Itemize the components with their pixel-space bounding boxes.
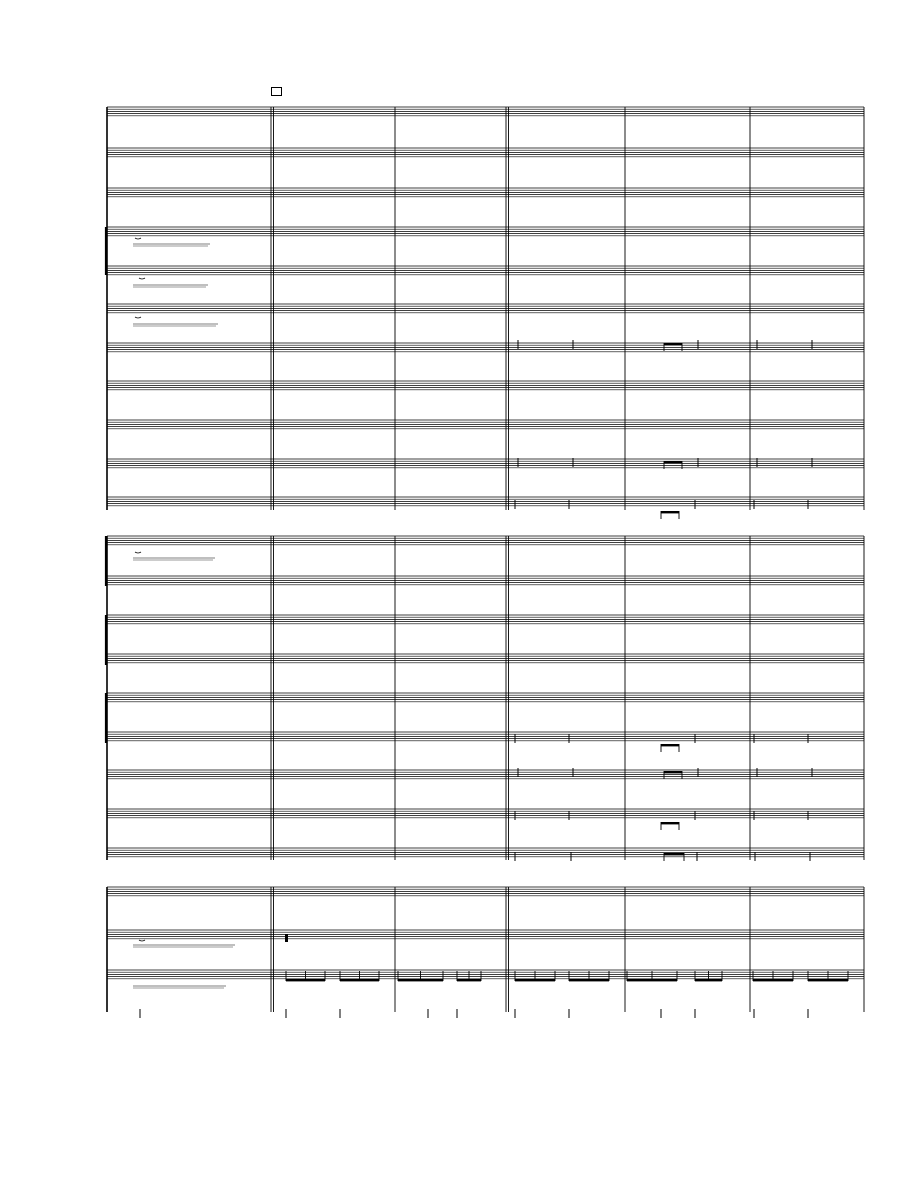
beam-group bbox=[457, 971, 481, 981]
barline bbox=[271, 887, 274, 1012]
beam-group bbox=[569, 971, 609, 981]
beam bbox=[661, 744, 679, 746]
beam-group bbox=[664, 771, 682, 779]
notehead bbox=[285, 934, 288, 942]
beam-group bbox=[695, 971, 722, 981]
beam-group bbox=[661, 822, 679, 830]
beam bbox=[661, 822, 679, 824]
beam bbox=[664, 853, 684, 855]
beam-group bbox=[753, 971, 793, 981]
dynamic-mark bbox=[139, 940, 145, 941]
beam bbox=[664, 461, 682, 463]
beam-group bbox=[286, 971, 325, 981]
beam-group bbox=[627, 971, 677, 981]
beam-group bbox=[398, 971, 443, 981]
dynamic-mark bbox=[135, 317, 141, 318]
score-systems bbox=[106, 107, 864, 1018]
system-3 bbox=[107, 887, 864, 1012]
beam-group bbox=[661, 744, 679, 752]
beam-group bbox=[515, 971, 555, 981]
beam bbox=[661, 511, 679, 513]
instrument-label bbox=[133, 945, 235, 947]
system-2 bbox=[106, 536, 864, 860]
system-1 bbox=[106, 107, 864, 510]
instrument-label bbox=[133, 558, 215, 560]
beam-group bbox=[340, 971, 379, 981]
beam bbox=[664, 771, 682, 773]
instrument-label bbox=[133, 324, 218, 326]
beam-group bbox=[808, 971, 848, 981]
instrument-label bbox=[133, 244, 210, 246]
barline bbox=[506, 887, 509, 1012]
dynamic-mark bbox=[135, 552, 141, 553]
instrument-label bbox=[133, 285, 208, 287]
dynamic-mark bbox=[139, 278, 145, 279]
dynamic-mark bbox=[135, 238, 141, 239]
beam bbox=[664, 343, 682, 345]
instrument-label bbox=[133, 986, 226, 988]
beam-group bbox=[661, 511, 679, 519]
